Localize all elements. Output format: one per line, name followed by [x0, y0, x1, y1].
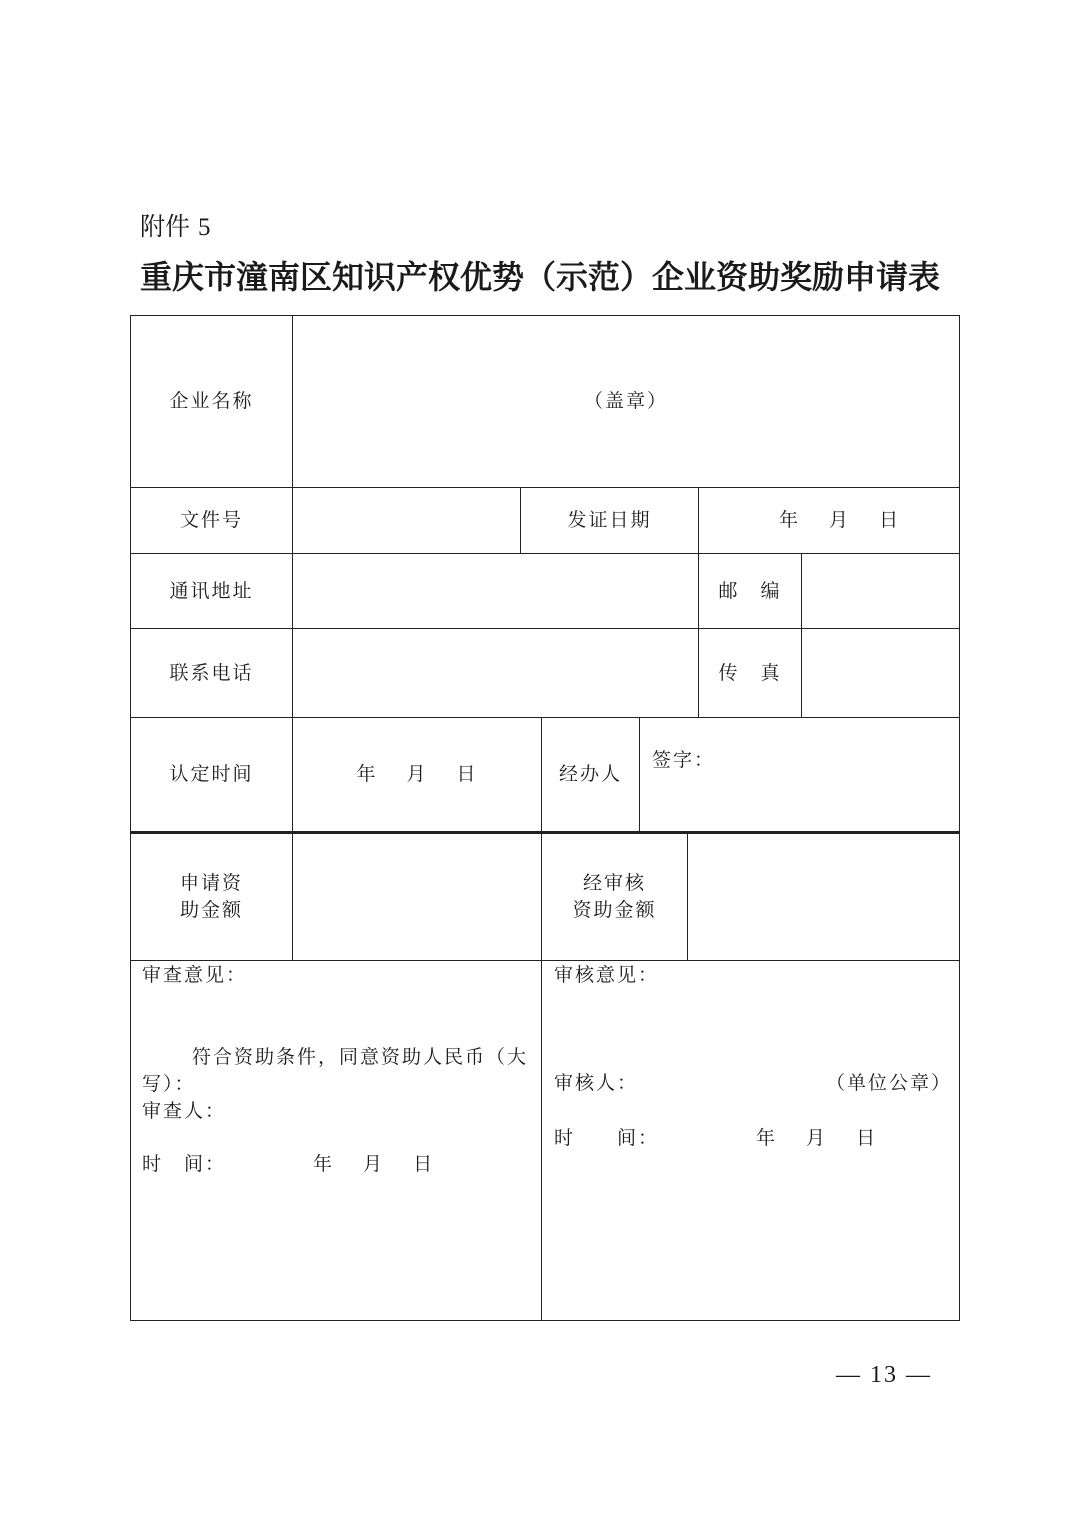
signature-label: 签字：	[652, 749, 716, 771]
review-statement-line2: 写）：	[142, 1073, 196, 1095]
certification-date-field[interactable]: 年 月 日	[356, 763, 478, 785]
approved-amount-label-line2: 资助金额	[572, 899, 657, 921]
certification-time-label: 认定时间	[169, 763, 254, 785]
document-no-field[interactable]	[293, 488, 520, 553]
attachment-number: 5	[197, 214, 211, 241]
review-date-field: 年 月 日	[313, 1153, 435, 1175]
company-seal-hint: （盖章）	[583, 390, 668, 412]
unit-seal-hint: （单位公章）	[826, 1072, 953, 1094]
review-opinion-heading: 审查意见：	[142, 964, 248, 986]
attachment-label-text: 附件	[140, 212, 191, 241]
fax-field[interactable]	[802, 629, 959, 717]
issue-date-field[interactable]: 年 月 日	[779, 509, 901, 531]
requested-amount-label	[131, 834, 292, 960]
phone-field[interactable]	[293, 629, 698, 717]
audit-date-field: 年 月 日	[756, 1127, 878, 1149]
audit-opinion-heading: 审核意见：	[554, 964, 660, 986]
postcode-label: 邮 编	[718, 579, 782, 602]
review-opinion-section[interactable]	[131, 961, 541, 1320]
review-statement-line1: 符合资助条件，同意资助人民币（大	[192, 1046, 529, 1068]
requested-amount-label-line1: 申请资	[179, 872, 243, 894]
address-label: 通讯地址	[169, 579, 254, 602]
handler-label: 经办人	[558, 763, 622, 785]
review-time-label: 时 间：	[142, 1153, 227, 1175]
page-number: — 13 —	[836, 1362, 932, 1388]
audit-time-label: 时 间：	[554, 1127, 660, 1149]
auditor-label: 审核人：	[554, 1072, 639, 1094]
reviewer-label: 审查人：	[142, 1100, 227, 1122]
approved-amount-label-line1: 经审核	[582, 872, 646, 894]
attachment-label	[140, 207, 210, 243]
fax-label: 传 真	[718, 661, 782, 684]
table-border-bottom	[130, 1320, 960, 1321]
issue-date-label: 发证日期	[567, 509, 652, 531]
page-title: 重庆市潼南区知识产权优势（示范）企业资助奖励申请表	[140, 258, 941, 296]
approved-amount-field[interactable]	[688, 834, 959, 960]
table-border-right	[959, 315, 960, 1321]
document-no-label: 文件号	[179, 509, 243, 531]
address-field[interactable]	[293, 554, 698, 628]
phone-label: 联系电话	[169, 661, 254, 684]
signature-field[interactable]	[640, 718, 959, 831]
requested-amount-label-line2: 助金额	[179, 899, 243, 921]
company-name-label: 企业名称	[169, 390, 254, 412]
approved-amount-label	[542, 834, 687, 960]
postcode-field[interactable]	[802, 554, 959, 628]
requested-amount-field[interactable]	[293, 834, 541, 960]
